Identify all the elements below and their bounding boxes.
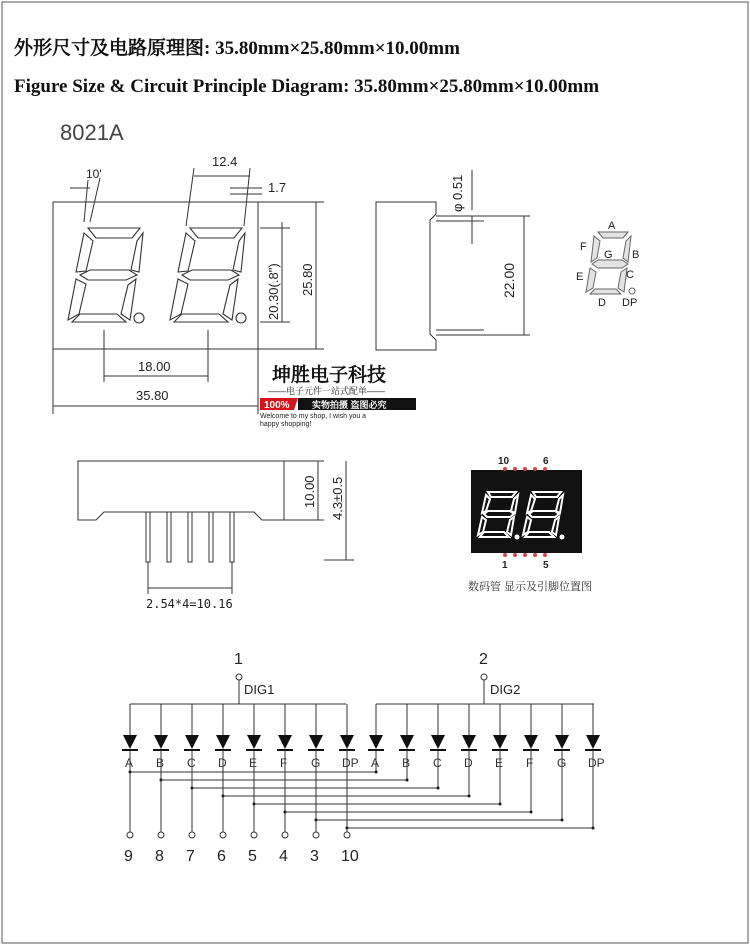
seg-wire-label-2-c: C [433,756,442,770]
watermark-badge-text: 实物拍摄 盗图必究 [312,400,387,410]
dim-pin-dia: φ 0.51 [450,174,465,212]
seg-label-d: D [598,297,606,309]
diode-1-e [247,735,261,749]
pin-terminal-6 [220,832,226,838]
dim-pin-length: 22.00 [501,262,517,298]
dim-digit-width: 12.4 [212,154,238,169]
seg-label-f: F [580,241,587,253]
seg-wire-label-2-d: D [464,756,473,770]
seg-wire-label-1-c: C [187,756,196,770]
title-cn: 外形尺寸及电路原理图: 35.80mm×25.80mm×10.00mm [14,38,460,59]
dim-pitch: 2.54*4=10.16 [146,597,233,611]
watermark-welcome-2: happy shopping! [260,421,312,428]
diode-2-g [555,735,569,749]
pin-terminal-3 [313,832,319,838]
seg-wire-label-1-a: A [125,756,134,770]
display-body-outline [53,202,258,349]
seg-wire-label-1-dp: DP [342,756,359,770]
diode-1-g [309,735,323,749]
dim-thickness: 10.00 [302,475,317,508]
preview-dp-2 [560,535,565,540]
seg-wire-label-2-b: B [402,756,411,770]
display-preview [471,467,582,557]
diode-2-c [431,735,445,749]
seg-wire-label-1-f: F [280,756,288,770]
front-digit-1 [68,228,144,323]
pin-number-10: 10 [341,848,359,865]
diode-1-f [278,735,292,749]
common-label-2: DIG2 [490,682,521,697]
watermark-tagline: ——电子元件一站式配单—— [268,386,386,396]
seg-wire-label-2-a: A [371,756,380,770]
diode-1-d [216,735,230,749]
seg-wire-label-2-e: E [495,756,504,770]
preview-pin-10: 10 [498,456,510,467]
seg-label-dp: DP [622,297,638,309]
seg-label-g: G [604,249,613,261]
diode-1-b [154,735,168,749]
pin-terminal-8 [158,832,164,838]
diode-2-e [493,735,507,749]
preview-caption: 数码管 显示及引脚位置图 [468,581,593,593]
diode-2-f [524,735,538,749]
diode-1-c [185,735,199,749]
front-digit-2 [170,228,246,323]
pin-number-5: 5 [248,848,257,865]
model-number: 8021A [60,120,124,145]
preview-dp-1 [515,535,520,540]
dim-width: 35.80 [136,388,169,403]
seg-label-a: A [608,220,616,232]
segment-map [586,232,635,294]
seg-label-c: C [626,269,634,281]
watermark-badge: 100% [264,400,290,411]
dim-angle: 10' [86,167,102,181]
common-pin-2: 2 [479,651,488,668]
common-pin-1: 1 [234,651,243,668]
pin-terminal-4 [282,832,288,838]
dim-pin-offset: 4.3±0.5 [330,476,345,520]
seg-wire-label-2-dp: DP [588,756,605,770]
dim-digit-height: 20.30(.8") [266,263,281,320]
preview-pin-6: 6 [543,456,549,467]
preview-pin-row-bottom [503,553,547,557]
pin-number-4: 4 [279,848,288,865]
diode-2-b [400,735,414,749]
diode-2-d [462,735,476,749]
watermark-welcome-1: Welcome to my shop, I wish you a [260,413,367,420]
common-label-1: DIG1 [244,682,275,697]
watermark-brand: 坤胜电子科技 [272,365,387,386]
preview-pin-5: 5 [543,560,549,571]
seg-wire-label-1-b: B [156,756,165,770]
seg-label-e: E [576,271,584,283]
pin-terminal-10 [344,832,350,838]
pin-terminal-5 [251,832,257,838]
title-en: Figure Size & Circuit Principle Diagram: 35.80mm×25.80mm×10.00mm [14,76,600,97]
dim-pin-spacing: 18.00 [138,359,171,374]
seg-label-b: B [632,249,640,261]
dim-seg-width: 1.7 [268,180,287,195]
pin-number-7: 7 [186,848,195,865]
seg-wire-label-1-e: E [249,756,258,770]
seg-wire-label-1-g: G [311,756,321,770]
diode-2-dp [586,735,600,749]
diode-1-a [123,735,137,749]
pin-terminal-9 [127,832,133,838]
seg-wire-label-1-d: D [218,756,227,770]
watermark [260,363,416,428]
preview-pin-1: 1 [502,560,508,571]
pin-number-8: 8 [155,848,164,865]
pin-number-9: 9 [124,848,133,865]
pin-terminal-7 [189,832,195,838]
dim-height: 25.80 [300,263,315,296]
pin-number-6: 6 [217,848,226,865]
seg-wire-label-2-f: F [526,756,534,770]
diode-2-a [369,735,383,749]
seg-wire-label-2-g: G [557,756,567,770]
pin-number-3: 3 [310,848,319,865]
diode-1-dp [340,735,354,749]
